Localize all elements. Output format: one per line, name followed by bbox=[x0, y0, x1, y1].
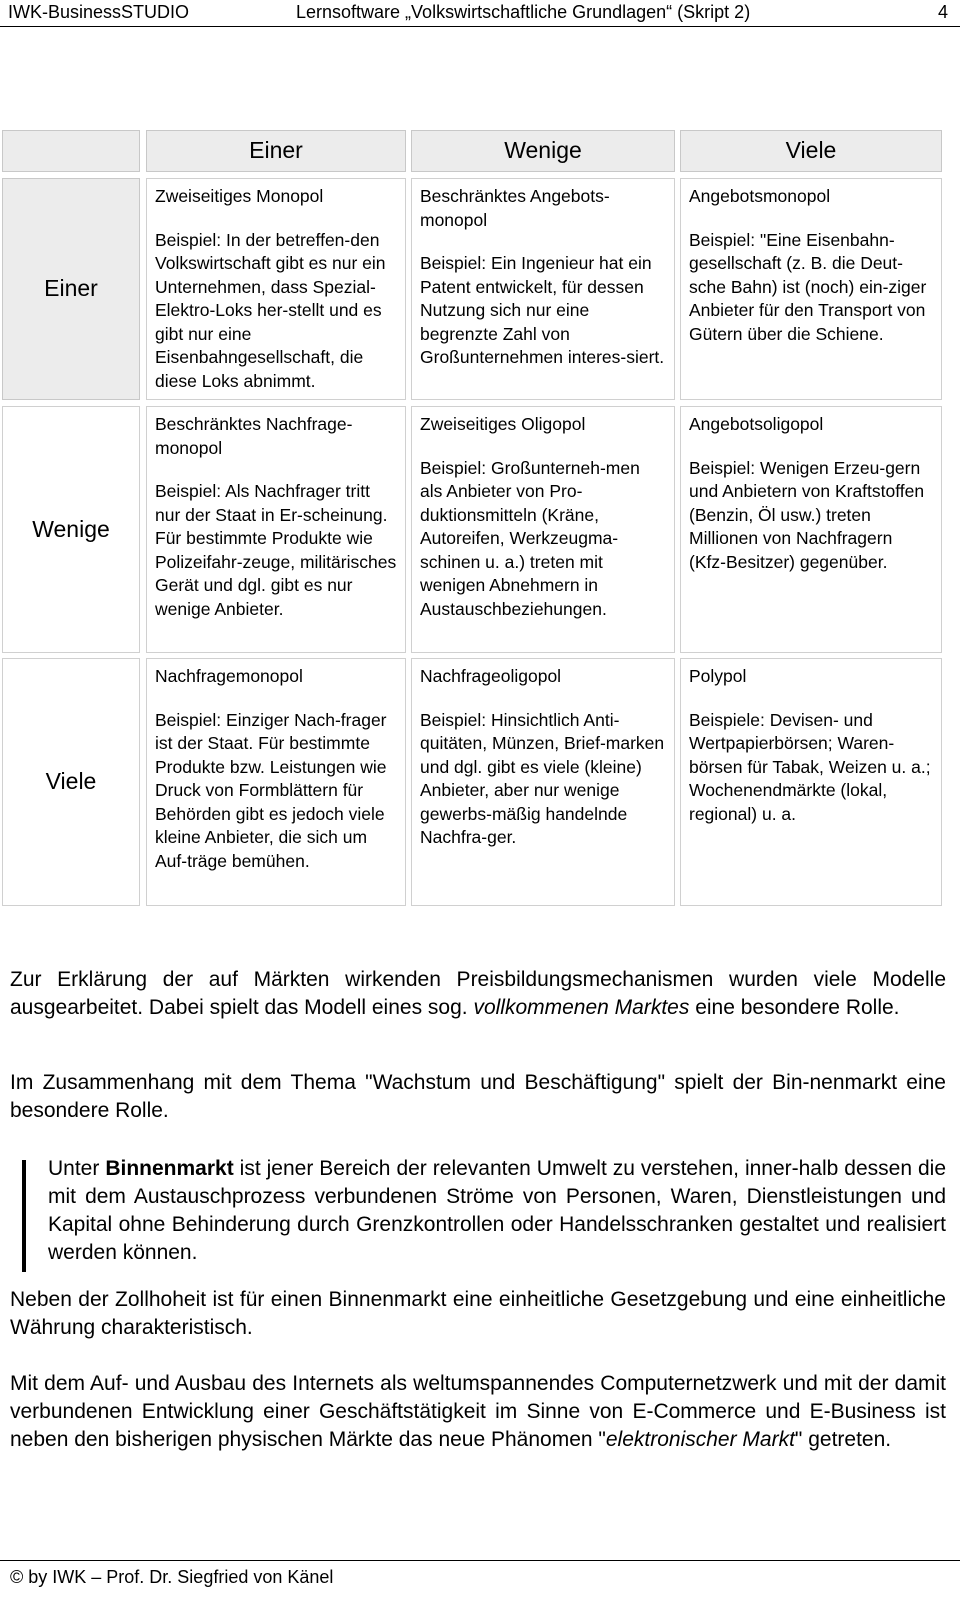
example-text: Hinsichtlich Anti-quitäten, Münzen, Brief-marken und dgl. gibt es viele (kleine) Anbieter, aber nur wenige gewerbs-mäßig handelnde Nachfra-ger. bbox=[420, 709, 665, 847]
column-header-label: Viele bbox=[785, 137, 837, 164]
example-text: Wenigen Erzeu-gern und Anbietern von Kraftstoffen (Benzin, Öl usw.) treten Millionen von Nachfragern (Kfz-Besitzer) gegenüber. bbox=[689, 457, 925, 572]
cell-angebotsmonopol bbox=[680, 178, 942, 400]
example-label: Beispiel: bbox=[689, 457, 756, 478]
definition-term: Binnenmarkt bbox=[105, 1157, 234, 1180]
footer-rule bbox=[0, 1560, 960, 1561]
cell-title: Zweiseitiges Oligopol bbox=[420, 414, 586, 434]
example-text: "Eine Eisenbahn-gesellschaft (z. B. die Deut-sche Bahn) ist (noch) ein-ziger Anbieter für den Transport von Gütern über die Schiene. bbox=[689, 229, 927, 344]
column-header-viele bbox=[680, 130, 942, 172]
emphasis-vollkommener-markt: vollkommenen Marktes bbox=[473, 996, 690, 1019]
cell-title: Angebotsmonopol bbox=[689, 186, 831, 206]
cell-title: Angebotsoligopol bbox=[689, 414, 824, 434]
definition-bar bbox=[22, 1160, 26, 1272]
emphasis-elektronischer-markt: elektronischer Markt bbox=[605, 1428, 795, 1451]
cell-title: Beschränktes Angebots-monopol bbox=[420, 186, 610, 230]
cell-title: Beschränktes Nachfrage-monopol bbox=[155, 414, 353, 458]
page-number: 4 bbox=[937, 2, 948, 22]
header-rule bbox=[0, 26, 960, 27]
cell-title: Nachfragemonopol bbox=[155, 666, 303, 686]
paragraph-text: Zur Erklärung der auf Märkten wirkenden Preisbildungsmechanismen wurden viele Modelle ausgearbeitet. Dabei spielt das Modell eines sog. bbox=[10, 968, 946, 1019]
example-text: Als Nachfrager tritt nur der Staat in Er-scheinung. Für bestimmte Produkte wie Polizeifahr-zeuge, militärisches Gerät und dgl. gibt es nur wenige Anbieter. bbox=[155, 481, 397, 619]
market-form-matrix bbox=[0, 128, 960, 918]
example-text: Großunterneh-men als Anbieter von Pro-duktionsmitteln (Kräne, Autoreifen, Werkzeugma-schinen u. a.) treten mit wenigen Abnehmern in Austauschbeziehungen. bbox=[420, 457, 640, 619]
cell-polypol bbox=[680, 658, 942, 906]
cell-beschraenktes-angebotsmonopol bbox=[411, 178, 675, 400]
example-text: Ein Ingenieur hat ein Patent entwickelt, für dessen Nutzung sich nur eine begrenzte Zahl von Großunternehmen interes-siert. bbox=[420, 253, 665, 367]
example-label: Beispiel: bbox=[689, 229, 756, 250]
row-header-label: Wenige bbox=[32, 515, 110, 542]
cell-nachfragemonopol bbox=[146, 658, 406, 906]
paragraph-text: Mit dem Auf- und Ausbau des Internets als weltumspannendes Computernetzwerk und mit der damit verbundenen Entwicklung einer Geschäftstätigkeit im Sinne von E-Commerce und E-Business ist neben den bisherigen physischen Märkte das neue Phänomen " bbox=[10, 1372, 946, 1451]
paragraph-text: eine besondere Rolle. bbox=[689, 996, 900, 1019]
definition-text: ist jener Bereich der relevanten Umwelt zu verstehen, inner-halb dessen die mit dem Austauschprozess verbundenen Ströme von Personen, Waren, Dienstleistungen und Kapital ohne Behinderung durch Grenzkontrollen oder Handelsschranken gestaltet und realisiert werden können. bbox=[48, 1157, 947, 1264]
cell-nachfrageoligopol bbox=[411, 658, 675, 906]
example-text: In der betreffen-den Volkswirtschaft gibt es nur ein Unternehmen, dass Spezial-Elektro-Loks her-stellt und es gibt nur eine Eisenbahngesellschaft, die diese Loks abnimmt. bbox=[155, 229, 386, 391]
row-header-einer bbox=[2, 178, 140, 400]
row-header-label: Einer bbox=[44, 275, 98, 302]
row-header-wenige bbox=[2, 406, 140, 653]
example-label: Beispiel: bbox=[155, 709, 222, 730]
example-label: Beispiele: bbox=[689, 709, 765, 730]
paragraph-binnenmarkt-intro: Im Zusammenhang mit dem Thema "Wachstum und Beschäftigung" spielt der Bin-nenmarkt eine besondere Rolle. bbox=[10, 1071, 946, 1122]
cell-zweiseitiges-monopol bbox=[146, 178, 406, 400]
example-label: Beispiel: bbox=[155, 481, 222, 501]
definition-text: Unter bbox=[48, 1157, 106, 1180]
row-header-viele bbox=[2, 658, 140, 906]
cell-angebotsoligopol bbox=[680, 406, 942, 653]
footer-copyright: © by IWK – Prof. Dr. Siegfried von Känel bbox=[10, 1567, 334, 1587]
paragraph-elektronischer-markt bbox=[10, 1370, 946, 1454]
example-text: Devisen- und Wertpapierbörsen; Waren-börsen für Tabak, Weizen u. a.; Wochenendmärkte (lokal, regional) u. a. bbox=[689, 709, 931, 824]
definition-binnenmarkt bbox=[48, 1155, 946, 1267]
header-left-title: IWK-BusinessSTUDIO bbox=[8, 2, 190, 22]
page-header bbox=[0, 0, 960, 26]
column-header-wenige bbox=[411, 130, 675, 172]
example-label: Beispiel: bbox=[420, 457, 487, 478]
cell-title: Nachfrageoligopol bbox=[420, 666, 562, 686]
column-header-einer bbox=[146, 130, 406, 172]
column-header-label: Wenige bbox=[504, 137, 582, 164]
example-label: Beispiel: bbox=[155, 229, 222, 250]
header-course-title: Lernsoftware „Volkswirtschaftliche Grundlagen“ (Skript 2) bbox=[296, 2, 751, 22]
cell-title: Zweiseitiges Monopol bbox=[155, 186, 324, 206]
cell-zweiseitiges-oligopol bbox=[411, 406, 675, 653]
paragraph-preisbildung bbox=[10, 966, 946, 1022]
example-text: Einziger Nach-frager ist der Staat. Für bestimmte Produkte bzw. Leistungen wie Druck von Formblättern für Behörden gibt es jedoch viele kleine Anbieter, die sich um Auf-träge bemühen. bbox=[155, 709, 387, 871]
paragraph-text: " getreten. bbox=[794, 1428, 892, 1451]
example-label: Beispiel: bbox=[420, 253, 487, 273]
example-label: Beispiel: bbox=[420, 709, 487, 730]
column-header-label: Einer bbox=[249, 137, 303, 164]
matrix-corner-cell bbox=[2, 130, 140, 172]
cell-title: Polypol bbox=[689, 666, 747, 686]
cell-beschraenktes-nachfragemonopol bbox=[146, 406, 406, 653]
paragraph-zollhoheit: Neben der Zollhoheit ist für einen Binnenmarkt eine einheitliche Gesetzgebung und eine einheitliche Währung charakteristisch. bbox=[10, 1288, 946, 1339]
row-header-label: Viele bbox=[45, 768, 97, 795]
